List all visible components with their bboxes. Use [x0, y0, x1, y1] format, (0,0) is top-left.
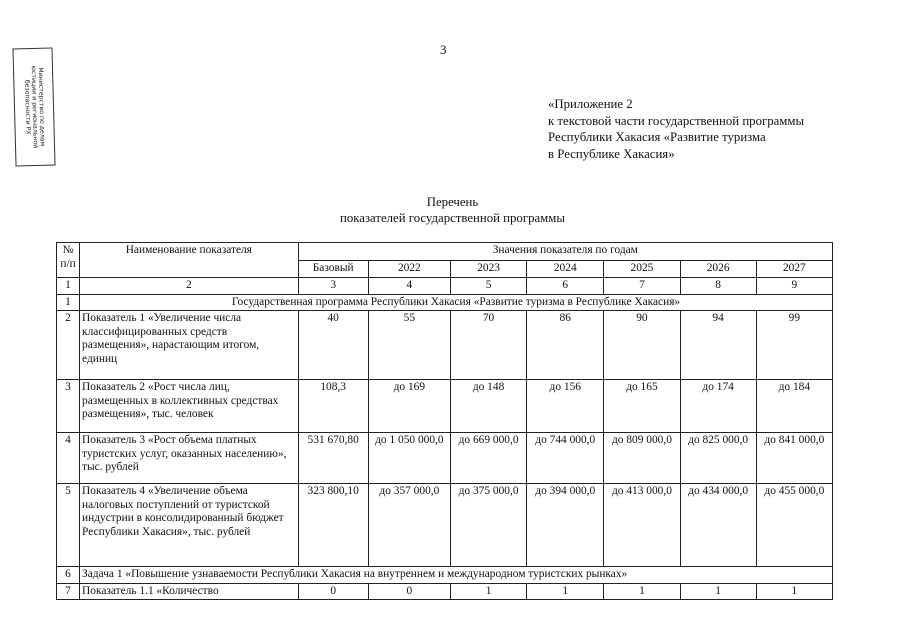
header-name: Наименование показателя [80, 243, 299, 278]
document-title [0, 194, 905, 226]
appendix-heading [548, 96, 804, 162]
row-number: 6 [57, 567, 80, 584]
value-cell: 99 [756, 311, 832, 380]
value-cell: 55 [368, 311, 450, 380]
table-row [57, 311, 833, 380]
table-row [57, 433, 833, 484]
value-cell: до 169 [368, 380, 450, 433]
value-cell: до 744 000,0 [527, 433, 604, 484]
value-cell: до 357 000,0 [368, 484, 450, 567]
column-number: 2 [80, 278, 299, 295]
value-cell: до 413 000,0 [604, 484, 680, 567]
table-header-row [57, 243, 833, 261]
value-cell: до 156 [527, 380, 604, 433]
appendix-line: Республики Хакасия «Развитие туризма [548, 130, 766, 144]
value-cell: до 174 [680, 380, 756, 433]
table-row [57, 583, 833, 600]
value-cell: до 394 000,0 [527, 484, 604, 567]
title-line-2: показателей государственной программы [340, 211, 565, 225]
task-row [57, 567, 833, 584]
appendix-line: «Приложение 2 [548, 97, 633, 111]
value-cell: 1 [756, 583, 832, 600]
value-cell: 323 800,10 [298, 484, 368, 567]
row-number: 2 [57, 311, 80, 380]
page-number: 3 [440, 42, 447, 57]
column-number: 7 [604, 278, 680, 295]
row-number: 4 [57, 433, 80, 484]
column-number: 6 [527, 278, 604, 295]
task-title-cell: Задача 1 «Повышение узнаваемости Республики Хакасия на внутреннем и международном туристских рынках» [80, 567, 833, 584]
header-year: 2022 [368, 260, 450, 278]
program-title-cell: Государственная программа Республики Хакасия «Развитие туризма в Республике Хакасия» [80, 294, 833, 311]
column-number: 4 [368, 278, 450, 295]
value-cell: до 184 [756, 380, 832, 433]
column-number: 3 [298, 278, 368, 295]
value-cell: 1 [604, 583, 680, 600]
indicator-name: Показатель 2 «Рост числа лиц, размещенных в коллективных средствах размещения», тыс. человек [80, 380, 299, 433]
header-year: 2024 [527, 260, 604, 278]
header-year: 2025 [604, 260, 680, 278]
value-cell: до 809 000,0 [604, 433, 680, 484]
registration-stamp [12, 47, 55, 166]
value-cell: до 841 000,0 [756, 433, 832, 484]
table-row [57, 484, 833, 567]
column-number: 1 [57, 278, 80, 295]
row-number: 3 [57, 380, 80, 433]
title-line-1: Перечень [426, 195, 479, 209]
indicators-table [56, 242, 833, 600]
value-cell: 70 [450, 311, 526, 380]
row-number: 5 [57, 484, 80, 567]
value-cell: 0 [368, 583, 450, 600]
value-cell: 1 [527, 583, 604, 600]
header-values-group: Значения показателя по годам [298, 243, 832, 261]
value-cell: 94 [680, 311, 756, 380]
column-number: 9 [756, 278, 832, 295]
value-cell: до 825 000,0 [680, 433, 756, 484]
program-row [57, 294, 833, 311]
indicator-name: Показатель 3 «Рост объема платных туристских услуг, оказанных населению», тыс. рублей [80, 433, 299, 484]
header-year: 2026 [680, 260, 756, 278]
value-cell: 40 [298, 311, 368, 380]
appendix-line: в Республике Хакасия» [548, 146, 675, 161]
value-cell: до 1 050 000,0 [368, 433, 450, 484]
indicator-name: Показатель 4 «Увеличение объема налоговых поступлений от туристской индустрии в консолидированный бюджет Республики Хакасия», тыс. рублей [80, 484, 299, 567]
stamp-text: Министерство по делам юстиции и региональной безопасности РХ [22, 65, 46, 149]
header-year: 2023 [450, 260, 526, 278]
value-cell: 1 [450, 583, 526, 600]
row-number: 7 [57, 583, 80, 600]
header-no: № п/п [57, 243, 80, 278]
value-cell: 86 [527, 311, 604, 380]
value-cell: до 148 [450, 380, 526, 433]
row-number: 1 [57, 294, 80, 311]
column-number: 5 [450, 278, 526, 295]
column-numbers-row [57, 278, 833, 295]
indicator-name: Показатель 1 «Увеличение числа классифицированных средств размещения», нарастающим итогом, единиц [80, 311, 299, 380]
value-cell: до 165 [604, 380, 680, 433]
header-year: 2027 [756, 260, 832, 278]
value-cell: 90 [604, 311, 680, 380]
indicator-name: Показатель 1.1 «Количество [80, 583, 299, 600]
value-cell: 531 670,80 [298, 433, 368, 484]
header-year: Базовый [298, 260, 368, 278]
value-cell: 0 [298, 583, 368, 600]
value-cell: до 434 000,0 [680, 484, 756, 567]
column-number: 8 [680, 278, 756, 295]
value-cell: до 669 000,0 [450, 433, 526, 484]
appendix-line: к текстовой части государственной программы [548, 113, 805, 128]
value-cell: до 455 000,0 [756, 484, 832, 567]
value-cell: до 375 000,0 [450, 484, 526, 567]
value-cell: 1 [680, 583, 756, 600]
value-cell: 108,3 [298, 380, 368, 433]
table-row [57, 380, 833, 433]
